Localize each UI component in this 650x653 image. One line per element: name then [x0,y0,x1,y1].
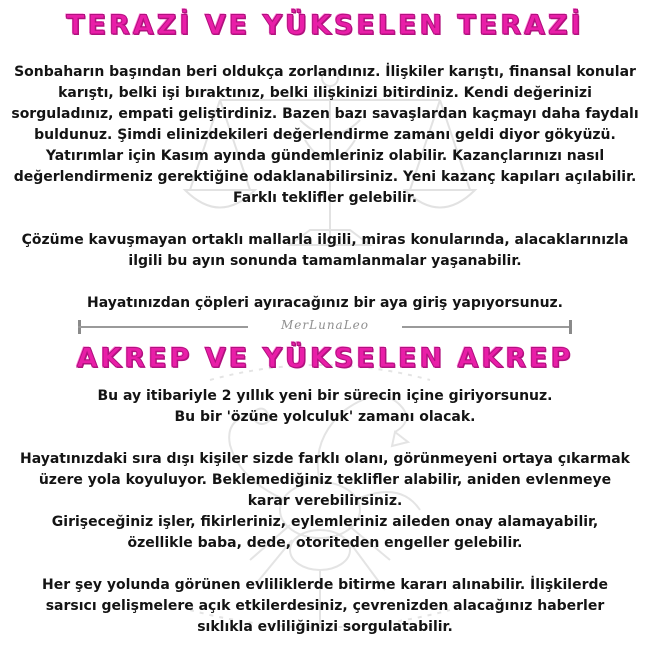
text-line: karıştı, belki işi bıraktınız, belki ilişkinizi bitirdiniz. Kendi değerinizi [58,85,592,101]
text-line: Girişeceğiniz işler, fikirleriniz, eylemleriniz aileden onay alamayabilir, [51,514,599,530]
text-line: Hayatınızdan çöpleri ayıracağınız bir aya giriş yapıyorsunuz. [86,295,563,311]
text-line: özellikle baba, dede, otoriteden engeller gelebilir. [127,535,523,551]
text-line: Yatırımlar için Kasım ayında gündemleriniz olabilir. Kazançlarınızı nasıl [45,148,605,164]
libra-body [10,62,640,314]
divider-cap-right [569,320,572,334]
text-line: sarsıcı gelişmelere açık etkilerdesiniz, çevrenizden alacağınız haberler [45,598,605,614]
libra-heading: TERAZİ VE YÜKSELEN TERAZİ [66,10,584,41]
text-line: üzere yola koyuluyor. Beklemediğiniz teklifler alabilir, aniden evlenmeye [38,472,612,488]
text-line: Çözüme kavuşmayan ortaklı mallarla ilgili, miras konularında, alacaklarınızla [21,232,629,248]
divider-line-left [78,326,248,328]
divider-line-right [402,326,572,328]
text-line: Hayatınızdaki sıra dışı kişiler sizde farklı olanı, görünmeyeni ortaya çıkarmak [20,451,630,467]
text-line: buldunuz. Şimdi elinizdekileri değerlendirme zamanı geldi diyor gökyüzü. [34,127,616,143]
paragraph-gap [10,272,640,293]
text-line: sorguladınız, empati geliştirdiniz. Bazen bazı savaşlardan kaçmayı daha faydalı [11,106,639,122]
paragraph-gap [10,209,640,230]
text-line: Bu bir 'özüne yolculuk' zamanı olacak. [174,409,476,425]
signature-watermark: MerLunaLeo [281,318,369,332]
text-line: değerlendirmeniz gerektiğine odaklanabilirsiniz. Yeni kazanç kapıları açılabilir. [13,169,637,185]
text-line: Her şey yolunda görünen evliliklerde bitirme kararı alınabilir. İlişkilerde [42,577,608,593]
text-line: sıklıkla evliliğinizi sorgulatabilir. [197,619,453,635]
text-line: ilgili bu ayın sonunda tamamlanmalar yaşanabilir. [128,253,522,269]
section-divider [78,318,572,336]
paragraph-gap [10,554,640,575]
text-line: Farklı teklifler gelebilir. [232,190,418,206]
scorpio-body [10,386,640,638]
scorpio-heading: AKREP VE YÜKSELEN AKREP [76,343,574,374]
text-line: Bu ay itibariyle 2 yıllık yeni bir sürecin içine giriyorsunuz. [97,388,553,404]
text-line: karar verebilirsiniz. [247,493,403,509]
paragraph-gap [10,428,640,449]
text-line: Sonbaharın başından beri oldukça zorlandınız. İlişkiler karıştı, finansal konular [14,64,636,80]
